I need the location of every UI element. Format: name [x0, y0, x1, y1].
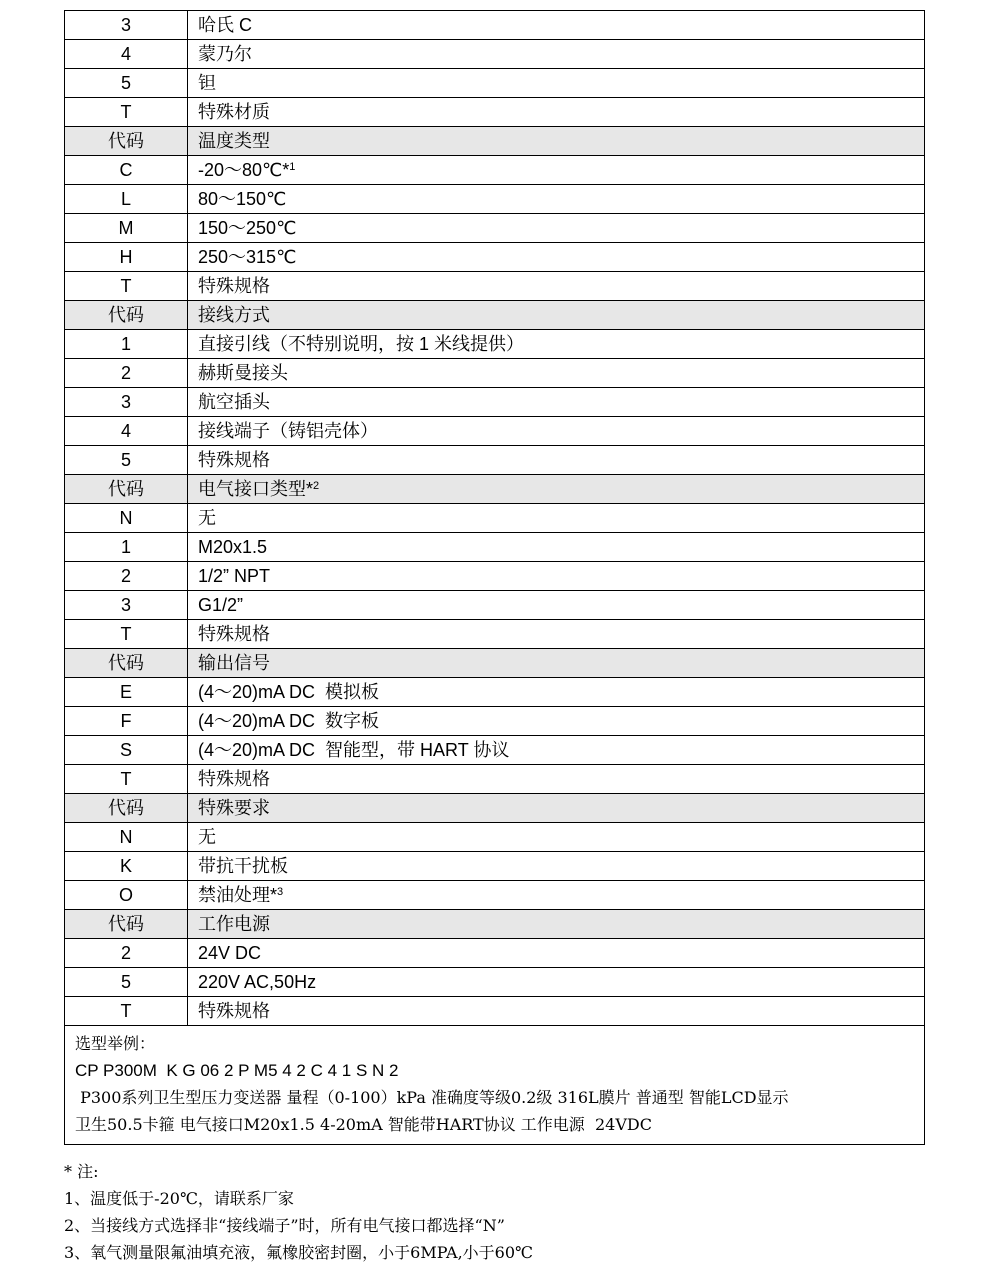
header-code-cell: 代码 — [65, 910, 188, 939]
section-header-row — [65, 794, 925, 823]
footnote-marker: 3 — [277, 886, 284, 898]
description-text: -20～80℃* — [198, 160, 290, 180]
code-cell: F — [65, 707, 188, 736]
code-cell: 3 — [65, 11, 188, 40]
header-code-cell: 代码 — [65, 301, 188, 330]
description-cell — [188, 533, 925, 562]
table-row — [65, 562, 925, 591]
description-cell — [188, 765, 925, 794]
code-cell: 2 — [65, 939, 188, 968]
table-row — [65, 533, 925, 562]
description-cell — [188, 968, 925, 997]
description-text: (4～20)mA DC 模拟板 — [198, 682, 380, 702]
footnote-marker: 1 — [289, 161, 296, 173]
description-text: 接线方式 — [198, 305, 270, 325]
description-text: (4～20)mA DC 数字板 — [198, 711, 380, 731]
description-text: 输出信号 — [198, 653, 270, 673]
table-row — [65, 765, 925, 794]
code-cell: M — [65, 214, 188, 243]
table-row — [65, 98, 925, 127]
example-description-line-2: 卫生50.5卡箍 电气接口M20x1.5 4-20mA 智能带HART协议 工作电源 24VDC — [75, 1115, 652, 1134]
description-cell — [188, 156, 925, 185]
example-title: 选型举例： — [75, 1034, 156, 1053]
header-title-cell — [188, 301, 925, 330]
description-cell — [188, 185, 925, 214]
description-cell — [188, 881, 925, 910]
code-cell: 5 — [65, 968, 188, 997]
description-cell — [188, 330, 925, 359]
code-cell: 1 — [65, 330, 188, 359]
description-text: 钽 — [198, 73, 216, 93]
description-text: 航空插头 — [198, 392, 270, 412]
table-row — [65, 939, 925, 968]
header-title-cell — [188, 127, 925, 156]
description-text: 哈氏 C — [198, 15, 252, 35]
note-item: 3、氧气测量限氟油填充液，氟橡胶密封圈，小于6MPA,小于60℃ — [64, 1243, 533, 1262]
table-row — [65, 678, 925, 707]
description-cell — [188, 417, 925, 446]
code-cell: 4 — [65, 417, 188, 446]
header-code-cell: 代码 — [65, 649, 188, 678]
example-row — [65, 1026, 925, 1145]
header-title-cell — [188, 649, 925, 678]
section-header-row — [65, 301, 925, 330]
table-row — [65, 11, 925, 40]
table-row — [65, 388, 925, 417]
code-cell: T — [65, 997, 188, 1026]
code-cell: O — [65, 881, 188, 910]
description-cell — [188, 707, 925, 736]
note-item: 1、温度低于-20℃，请联系厂家 — [64, 1189, 294, 1208]
code-cell: E — [65, 678, 188, 707]
selection-example — [65, 1026, 925, 1145]
table-row — [65, 69, 925, 98]
description-cell — [188, 591, 925, 620]
description-text: 赫斯曼接头 — [198, 363, 288, 383]
description-cell — [188, 823, 925, 852]
code-cell: 3 — [65, 388, 188, 417]
code-cell: 5 — [65, 69, 188, 98]
code-cell: L — [65, 185, 188, 214]
table-row — [65, 823, 925, 852]
code-cell: T — [65, 272, 188, 301]
section-header-row — [65, 127, 925, 156]
description-text: 220V AC,50Hz — [198, 972, 317, 992]
description-text: 接线端子（铸铝壳体） — [198, 421, 378, 441]
description-text: 工作电源 — [198, 914, 270, 934]
table-row — [65, 736, 925, 765]
table-row — [65, 185, 925, 214]
table-row — [65, 852, 925, 881]
table-row — [65, 359, 925, 388]
description-text: 带抗干扰板 — [198, 856, 288, 876]
description-text: (4～20)mA DC 智能型，带 HART 协议 — [198, 740, 510, 760]
code-cell: 2 — [65, 562, 188, 591]
description-cell — [188, 388, 925, 417]
description-text: 特殊要求 — [198, 798, 270, 818]
description-text: M20x1.5 — [198, 537, 268, 557]
description-cell — [188, 620, 925, 649]
example-model-code: CP P300M K G 06 2 P M5 4 2 C 4 1 S N 2 — [75, 1061, 399, 1080]
description-text: G1/2” — [198, 595, 244, 615]
description-cell — [188, 736, 925, 765]
description-text: 24V DC — [198, 943, 262, 963]
footnotes — [64, 1158, 964, 1266]
header-code-cell: 代码 — [65, 794, 188, 823]
description-text: 电气接口类型* — [198, 479, 314, 499]
header-title-cell — [188, 794, 925, 823]
description-text: 250～315℃ — [198, 247, 297, 267]
note-item: 2、当接线方式选择非“接线端子”时，所有电气接口都选择“N” — [64, 1216, 505, 1235]
description-cell — [188, 11, 925, 40]
description-cell — [188, 243, 925, 272]
table-row — [65, 620, 925, 649]
table-row — [65, 156, 925, 185]
code-cell: 4 — [65, 40, 188, 69]
description-cell — [188, 214, 925, 243]
section-header-row — [65, 475, 925, 504]
section-header-row — [65, 649, 925, 678]
table-row — [65, 272, 925, 301]
table-row — [65, 881, 925, 910]
description-cell — [188, 939, 925, 968]
code-cell: 5 — [65, 446, 188, 475]
footnote-marker: 2 — [313, 480, 320, 492]
description-cell — [188, 359, 925, 388]
header-code-cell: 代码 — [65, 127, 188, 156]
header-title-cell — [188, 910, 925, 939]
code-cell: T — [65, 98, 188, 127]
description-cell — [188, 678, 925, 707]
description-text: 特殊规格 — [198, 769, 270, 789]
description-cell — [188, 272, 925, 301]
table-row — [65, 40, 925, 69]
code-cell: N — [65, 823, 188, 852]
code-cell: H — [65, 243, 188, 272]
table-row — [65, 243, 925, 272]
description-cell — [188, 997, 925, 1026]
description-cell — [188, 562, 925, 591]
table-row — [65, 214, 925, 243]
section-header-row — [65, 910, 925, 939]
description-text: 无 — [198, 827, 216, 847]
description-cell — [188, 69, 925, 98]
code-cell: N — [65, 504, 188, 533]
table-body — [65, 11, 925, 1026]
model-selection-table — [64, 10, 925, 1145]
code-cell: 1 — [65, 533, 188, 562]
code-cell: K — [65, 852, 188, 881]
code-cell: S — [65, 736, 188, 765]
code-cell: T — [65, 620, 188, 649]
code-cell: C — [65, 156, 188, 185]
description-cell — [188, 504, 925, 533]
code-cell: 3 — [65, 591, 188, 620]
description-text: 温度类型 — [198, 131, 270, 151]
header-code-cell: 代码 — [65, 475, 188, 504]
code-cell: 2 — [65, 359, 188, 388]
description-text: 无 — [198, 508, 216, 528]
table-row — [65, 417, 925, 446]
table-row — [65, 330, 925, 359]
description-cell — [188, 98, 925, 127]
description-text: 150～250℃ — [198, 218, 297, 238]
description-text: 特殊规格 — [198, 276, 270, 296]
description-text: 特殊规格 — [198, 450, 270, 470]
description-text: 禁油处理* — [198, 885, 278, 905]
description-cell — [188, 446, 925, 475]
description-text: 特殊材质 — [198, 102, 270, 122]
description-text: 80～150℃ — [198, 189, 287, 209]
table-row — [65, 504, 925, 533]
table-row — [65, 968, 925, 997]
notes-title: * 注: — [64, 1162, 99, 1181]
description-text: 特殊规格 — [198, 624, 270, 644]
description-cell — [188, 852, 925, 881]
table-row — [65, 446, 925, 475]
description-text: 蒙乃尔 — [198, 44, 252, 64]
table-row — [65, 997, 925, 1026]
description-text: 直接引线（不特别说明，按 1 米线提供） — [198, 334, 525, 354]
description-text: 1/2” NPT — [198, 566, 271, 586]
description-text: 特殊规格 — [198, 1001, 270, 1021]
table-row — [65, 707, 925, 736]
example-description-line-1: P300系列卫生型压力变送器 量程（0-100）kPa 准确度等级0.2级 316L膜片 普通型 智能LCD显示 — [75, 1088, 789, 1107]
description-cell — [188, 40, 925, 69]
code-cell: T — [65, 765, 188, 794]
header-title-cell — [188, 475, 925, 504]
table-row — [65, 591, 925, 620]
